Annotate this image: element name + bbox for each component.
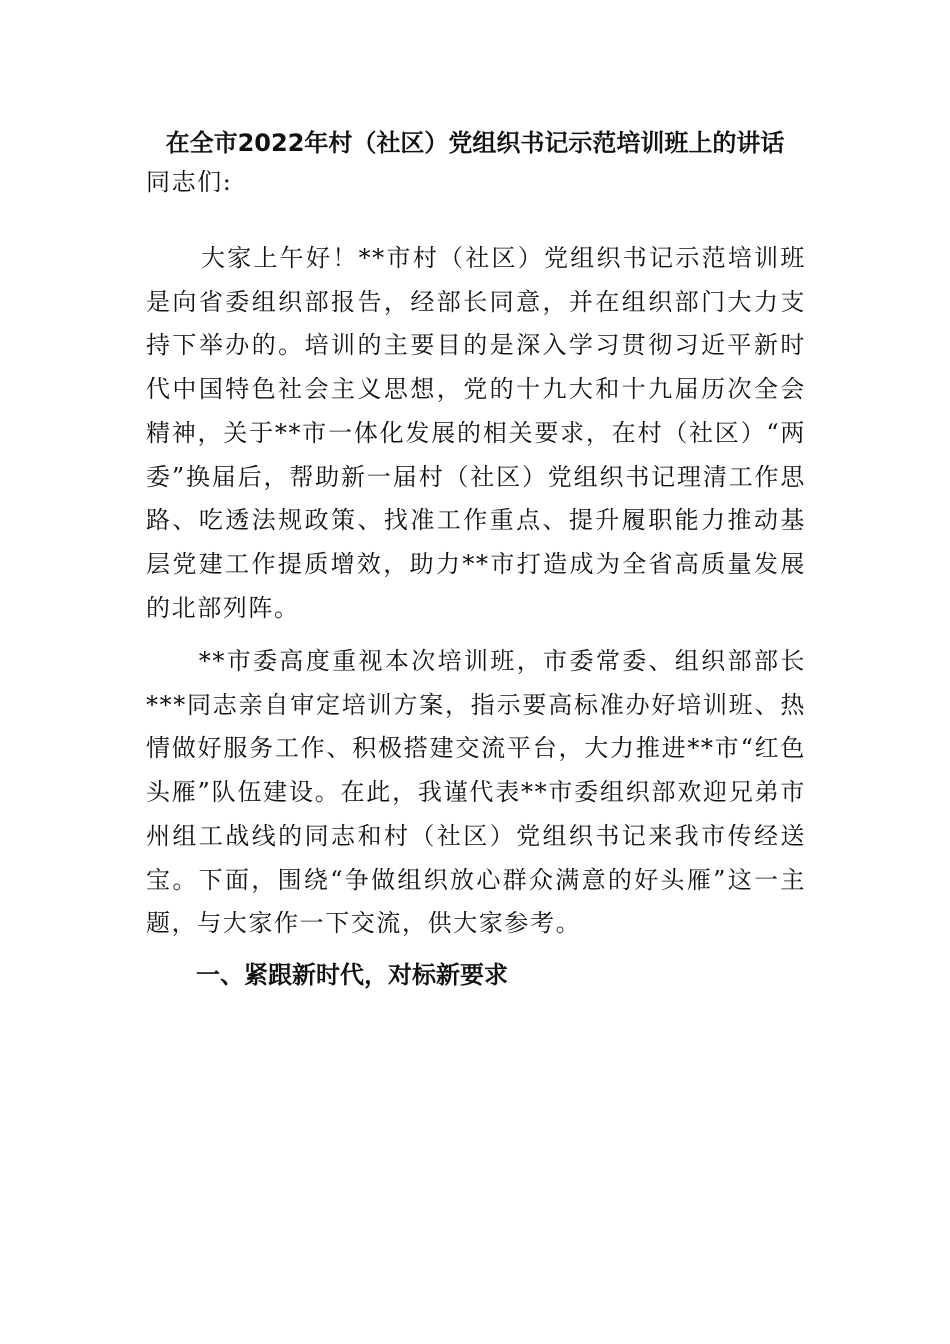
paragraph-opening: 大家上午好！**市村（社区）党组织书记示范培训班是向省委组织部报告，经部长同意，并在组织部门大力支持下举办的。培训的主要目的是深入学习贯彻习近平新时代中国特色社会主义思想，党的十九大和十九届历次全会精神，关于**市一体化发展的相关要求，在村（社区）“两委”换届后，帮助新一届村（社区）党组织书记理清工作思路、吃透法规政策、找准工作重点、提升履职能力推动基层党建工作提质增效，助力**市打造成为全省高质量发展的北部列阵。 (146, 244, 806, 622)
paragraph-emphasis: **市委高度重视本次培训班，市委常委、组织部部长***同志亲自审定培训方案，指示要高标准办好培训班、热情做好服务工作、积极搭建交流平台，大力推进**市“红色头雁”队伍建设。在此，我谨代表**市委组织部欢迎兄弟市州组工战线的同志和村（社区）党组织书记来我市传经送宝。下面，围绕“争做组织放心群众满意的好头雁”这一主题，与大家作一下交流，供大家参考。 (146, 647, 806, 938)
document-title: 在全市2022年村（社区）党组织书记示范培训班上的讲话 (165, 129, 785, 157)
salutation: 同志们: (146, 168, 233, 196)
section-heading: 一、紧跟新时代，对标新要求 (196, 961, 508, 989)
